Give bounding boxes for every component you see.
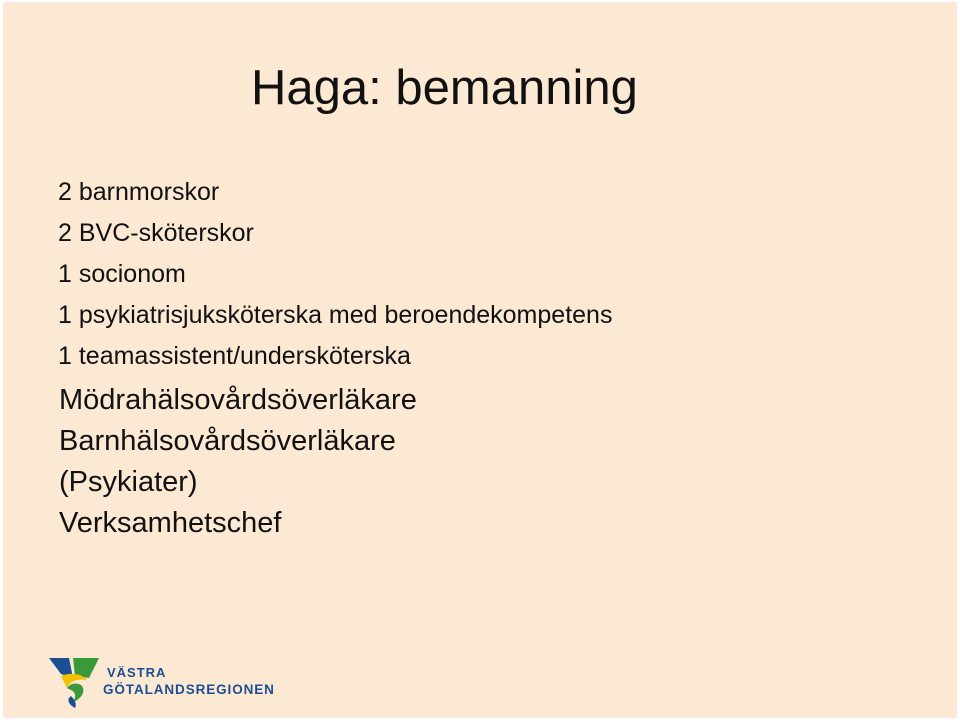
logo-text-vastra: VÄSTRA	[107, 665, 167, 680]
staff-list	[58, 172, 612, 377]
vastra-gotalandsregionen-logo	[47, 656, 277, 710]
region-logo-icon	[47, 656, 101, 710]
staff-line-psykiatrisjukskoterska: 1 psykiatrisjuksköterska med beroendekompetens	[58, 301, 613, 329]
role-line-barnhalsovard: Barnhälsovårdsöverläkare	[59, 425, 396, 457]
slide	[3, 2, 957, 718]
role-line-psykiater: (Psykiater)	[59, 466, 198, 498]
role-list	[59, 380, 417, 544]
staff-line-socionom: 1 socionom	[58, 260, 186, 288]
logo-text-gotalandsregionen: GÖTALANDSREGIONEN	[103, 682, 275, 697]
role-line-modrahalsovard: Mödrahälsovårdsöverläkare	[59, 384, 417, 416]
staff-line-teamassistent: 1 teamassistent/undersköterska	[58, 342, 411, 370]
staff-line-bvc-skoterskor: 2 BVC-sköterskor	[58, 219, 254, 247]
staff-line-barnmorskor: 2 barnmorskor	[58, 178, 220, 206]
slide-title: Haga: bemanning	[251, 61, 638, 115]
role-line-verksamhetschef: Verksamhetschef	[59, 507, 282, 539]
